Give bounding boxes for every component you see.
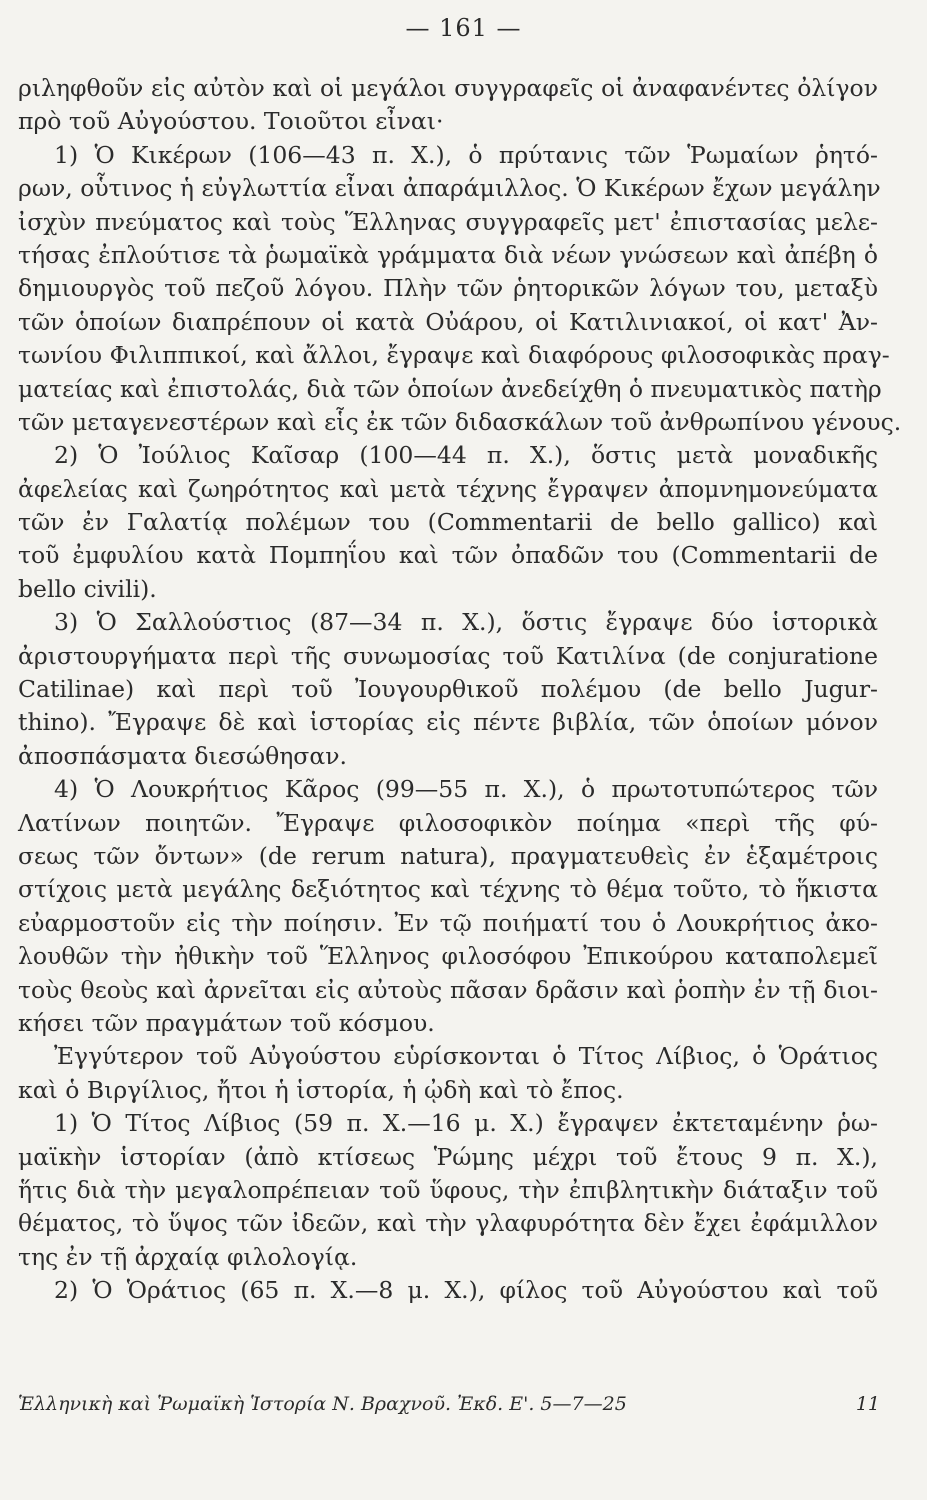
text-line: κήσει τῶν πραγμάτων τοῦ κόσμου. [18, 1008, 435, 1037]
text-line: thino). Ἔγραψε δὲ καὶ ἱστορίας εἰς πέντε βιβλία, τῶν ὁποίων μόνον [18, 708, 878, 737]
text-line: ἥτις διὰ τὴν μεγαλοπρέπειαν τοῦ ὕφους, τὴν ἐπιβλητικὴν διάταξιν τοῦ [18, 1175, 878, 1204]
text-line: πρὸ τοῦ Αὐγούστου. Τοιοῦτοι εἶναι· [18, 107, 444, 136]
page-number: — 161 — [405, 14, 522, 42]
text-line: ἀποσπάσματα διεσώθησαν. [18, 741, 347, 770]
text-line: 1) Ὁ Κικέρων (106—43 π. Χ.), ὁ πρύτανις τῶν Ῥωμαίων ῥητό- [54, 140, 878, 169]
text-line: ματείας καὶ ἐπιστολάς, διὰ τῶν ὁποίων ἀνεδείχθη ὁ πνευματικὸς πατὴρ [18, 374, 882, 403]
text-line: θέματος, τὸ ὕψος τῶν ἰδεῶν, καὶ τὴν γλαφυρότητα δὲν ἔχει ἐφάμιλλον [18, 1209, 878, 1238]
text-line: ρων, οὗτινος ἡ εὐγλωττία εἶναι ἀπαράμιλλος. Ὁ Κικέρων ἔχων μεγάλην [18, 174, 881, 203]
text-line: ἀφελείας καὶ ζωηρότητος καὶ μετὰ τέχνης ἔγραψεν ἀπομνημονεύματα [18, 474, 878, 503]
text-line: λουθῶν τὴν ἠθικὴν τοῦ Ἕλληνος φιλοσόφου Ἐπικούρου καταπολεμεῖ [18, 942, 878, 971]
text-line: ριληφθοῦν εἰς αὐτὸν καὶ οἱ μεγάλοι συγγραφεῖς οἱ ἀναφανέντες ὀλίγον [18, 74, 878, 102]
text-line: τῶν ἐν Γαλατίᾳ πολέμων του (Commentarii de bello gallico) καὶ [18, 508, 878, 537]
text-line: εὐαρμοστοῦν εἰς τὴν ποίησιν. Ἐν τῷ ποιήματί του ὁ Λουκρήτιος ἀκο- [18, 908, 878, 937]
printer-signature-footer [18, 1393, 880, 1415]
sheet-number: 11 [855, 1393, 880, 1415]
body-text [18, 72, 902, 1307]
text-line: δημιουργὸς τοῦ πεζοῦ λόγου. Πλὴν τῶν ῥητορικῶν λόγων του, μεταξὺ [18, 274, 878, 303]
text-line: τῶν ὁποίων διαπρέπουν οἱ κατὰ Οὐάρου, οἱ Κατιλινιακοί, οἱ κατ' Ἀν- [18, 307, 878, 336]
text-line: 3) Ὁ Σαλλούστιος (87—34 π. Χ.), ὅστις ἔγραψε δύο ἱστορικὰ [54, 608, 878, 637]
text-line: ἰσχὺν πνεύματος καὶ τοὺς Ἕλληνας συγγραφεῖς μετ' ἐπιστασίας μελε- [18, 207, 878, 236]
text-line: 2) Ὁ Ὁράτιος (65 π. Χ.—8 μ. Χ.), φίλος τοῦ Αὐγούστου καὶ τοῦ [54, 1276, 878, 1305]
text-line: καὶ ὁ Βιργίλιος, ἤτοι ἡ ἱστορία, ἡ ᾠδὴ καὶ τὸ ἔπος. [18, 1075, 624, 1104]
text-line: τοῦ ἐμφυλίου κατὰ Πομπηΐου καὶ τῶν ὀπαδῶν του (Commentarii de [18, 541, 878, 570]
text-line: 1) Ὁ Τίτος Λίβιος (59 π. Χ.—16 μ. Χ.) ἔγραψεν ἐκτεταμένην ῥω- [54, 1109, 878, 1138]
printer-signature: Ἑλληνικὴ καὶ Ῥωμαϊκὴ Ἱστορία Ν. Βραχνοῦ. Ἐκδ. Ε'. 5—7—25 [18, 1393, 627, 1415]
text-line: Ἐγγύτερον τοῦ Αὐγούστου εὑρίσκονται ὁ Τίτος Λίβιος, ὁ Ὁράτιος [54, 1042, 878, 1071]
text-line: σεως τῶν ὄντων» (de rerum natura), πραγματευθεὶς ἐν ἑξαμέτροις [18, 841, 878, 870]
text-line: 4) Ὁ Λουκρήτιος Κᾶρος (99—55 π. Χ.), ὁ πρωτοτυπώτερος τῶν [54, 775, 878, 804]
text-line: στίχοις μετὰ μεγάλης δεξιότητος καὶ τέχνης τὸ θέμα τοῦτο, τὸ ἥκιστα [18, 875, 878, 904]
text-line: της ἐν τῇ ἀρχαίᾳ φιλολογίᾳ. [18, 1242, 358, 1271]
text-line: τωνίου Φιλιππικοί, καὶ ἄλλοι, ἔγραψε καὶ διαφόρους φιλοσοφικὰς πραγ- [18, 341, 890, 370]
text-line: ἀριστουργήματα περὶ τῆς συνωμοσίας τοῦ Κατιλίνα (de conjuratione [18, 641, 878, 670]
text-line: μαϊκὴν ἱστορίαν (ἀπὸ κτίσεως Ῥώμης μέχρι τοῦ ἔτους 9 π. Χ.), [18, 1142, 878, 1171]
text-line: Catilinae) καὶ περὶ τοῦ Ἰουγουρθικοῦ πολέμου (de bello Jugur- [18, 675, 878, 704]
text-line: Λατίνων ποιητῶν. Ἔγραψε φιλοσοφικὸν ποίημα «περὶ τῆς φύ- [18, 808, 878, 837]
text-line: τήσας ἐπλούτισε τὰ ῥωμαϊκὰ γράμματα διὰ νέων γνώσεων καὶ ἀπέβη ὁ [18, 240, 878, 269]
text-line: 2) Ὁ Ἰούλιος Καῖσαρ (100—44 π. Χ.), ὅστις μετὰ μοναδικῆς [54, 441, 878, 470]
text-line: τοὺς θεοὺς καὶ ἀρνεῖται εἰς αὐτοὺς πᾶσαν δρᾶσιν καὶ ῥοπὴν ἐν τῇ διοι- [18, 975, 878, 1004]
text-line: bello civili). [18, 574, 157, 603]
text-line: τῶν μεταγενεστέρων καὶ εἷς ἐκ τῶν διδασκάλων τοῦ ἀνθρωπίνου γένους. [18, 407, 902, 436]
